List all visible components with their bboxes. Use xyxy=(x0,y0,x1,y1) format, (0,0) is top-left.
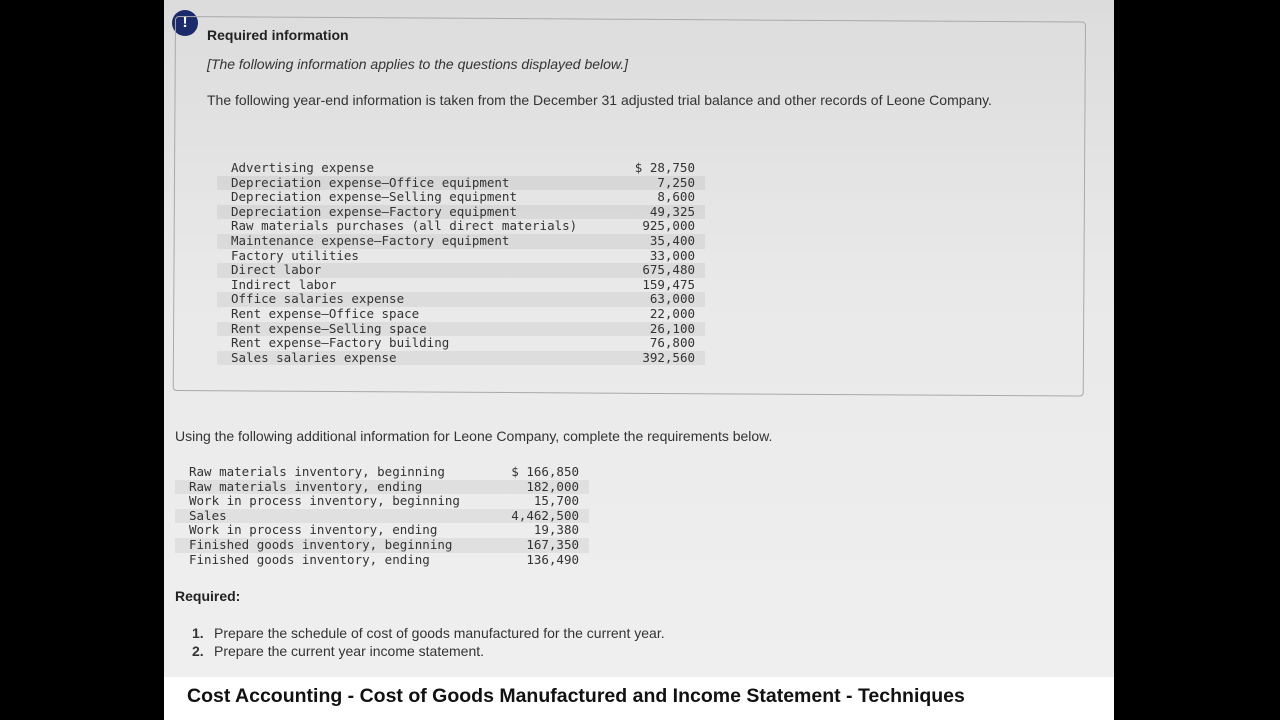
table-row xyxy=(175,553,589,568)
row-label: Raw materials inventory, beginning xyxy=(189,464,445,479)
row-amount: 167,350 xyxy=(526,536,579,552)
additional-info-table xyxy=(175,465,589,567)
row-amount: 182,000 xyxy=(526,478,579,494)
requirement-item xyxy=(192,624,665,642)
table-row xyxy=(217,161,705,176)
row-amount: 925,000 xyxy=(642,218,695,234)
table-row xyxy=(217,176,705,191)
caption-bar xyxy=(164,677,1114,720)
row-amount: 26,100 xyxy=(649,320,695,336)
row-amount: 35,400 xyxy=(649,232,695,248)
additional-info-text: Using the following additional information for Leone Company, complete the requirements below. xyxy=(175,428,773,444)
table-row xyxy=(217,278,705,293)
row-label: Work in process inventory, ending xyxy=(189,522,438,538)
trial-balance-table xyxy=(217,161,705,365)
row-label: Advertising expense xyxy=(231,160,374,175)
table-row xyxy=(175,523,589,538)
row-amount: $ 166,850 xyxy=(511,464,579,479)
table-row xyxy=(217,190,705,205)
alert-icon: ! xyxy=(172,10,198,36)
table-row xyxy=(217,249,705,264)
requirement-text: Prepare the current year income statement. xyxy=(214,643,485,659)
table-row xyxy=(217,205,705,220)
table-row xyxy=(217,292,705,307)
row-label: Rent expense—Selling space xyxy=(231,320,427,336)
row-amount: $ 28,750 xyxy=(634,160,695,175)
row-label: Indirect labor xyxy=(231,276,337,292)
row-label: Depreciation expense—Factory equipment xyxy=(231,203,517,219)
required-label: Required: xyxy=(175,588,241,604)
requirement-number: 1. xyxy=(192,625,204,641)
requirement-number: 2. xyxy=(192,643,204,659)
table-row xyxy=(175,494,589,509)
table-row xyxy=(217,351,705,366)
row-amount: 22,000 xyxy=(649,305,695,321)
row-amount: 49,325 xyxy=(649,203,695,219)
table-row xyxy=(217,263,705,278)
row-amount: 63,000 xyxy=(649,291,695,307)
row-amount: 4,462,500 xyxy=(511,507,579,523)
row-label: Raw materials inventory, ending xyxy=(189,478,423,494)
table-row xyxy=(217,336,705,351)
table-row xyxy=(175,538,589,553)
row-label: Work in process inventory, beginning xyxy=(189,493,460,509)
table-row xyxy=(217,234,705,249)
row-amount: 136,490 xyxy=(526,551,579,567)
table-row xyxy=(217,219,705,234)
row-amount: 19,380 xyxy=(533,522,579,538)
row-amount: 15,700 xyxy=(533,493,579,509)
table-row xyxy=(217,322,705,337)
requirements-list xyxy=(192,624,665,660)
row-amount: 8,600 xyxy=(657,189,695,205)
screenshot-frame xyxy=(164,0,1114,720)
table-row xyxy=(175,480,589,495)
row-label: Direct labor xyxy=(231,262,322,278)
info-description: The following year-end information is taken from the December 31 adjusted trial balance and other records of Leone Company. xyxy=(207,92,992,108)
row-label: Factory utilities xyxy=(231,247,359,263)
requirement-text: Prepare the schedule of cost of goods manufactured for the current year. xyxy=(214,625,665,641)
row-amount: 76,800 xyxy=(649,335,695,351)
requirement-item xyxy=(192,642,665,660)
info-title: Required information xyxy=(207,27,349,43)
row-label: Raw materials purchases (all direct materials) xyxy=(231,218,578,234)
row-label: Depreciation expense—Selling equipment xyxy=(231,189,517,205)
video-caption: Cost Accounting - Cost of Goods Manufactured and Income Statement - Techniques xyxy=(187,685,965,707)
row-label: Rent expense—Office space xyxy=(231,305,420,321)
table-row xyxy=(175,509,589,524)
row-amount: 7,250 xyxy=(657,174,695,190)
row-amount: 159,475 xyxy=(642,276,695,292)
info-subtitle: [The following information applies to the questions displayed below.] xyxy=(207,56,629,72)
row-amount: 392,560 xyxy=(642,349,695,365)
row-label: Office salaries expense xyxy=(231,291,405,307)
row-label: Rent expense—Factory building xyxy=(231,335,450,351)
row-amount: 675,480 xyxy=(642,262,695,278)
row-label: Sales xyxy=(189,507,227,523)
row-label: Finished goods inventory, ending xyxy=(189,551,430,567)
row-label: Sales salaries expense xyxy=(231,349,397,365)
row-label: Depreciation expense—Office equipment xyxy=(231,174,510,190)
row-amount: 33,000 xyxy=(649,247,695,263)
row-label: Finished goods inventory, beginning xyxy=(189,536,453,552)
row-label: Maintenance expense—Factory equipment xyxy=(231,232,510,248)
table-row xyxy=(175,465,589,480)
table-row xyxy=(217,307,705,322)
